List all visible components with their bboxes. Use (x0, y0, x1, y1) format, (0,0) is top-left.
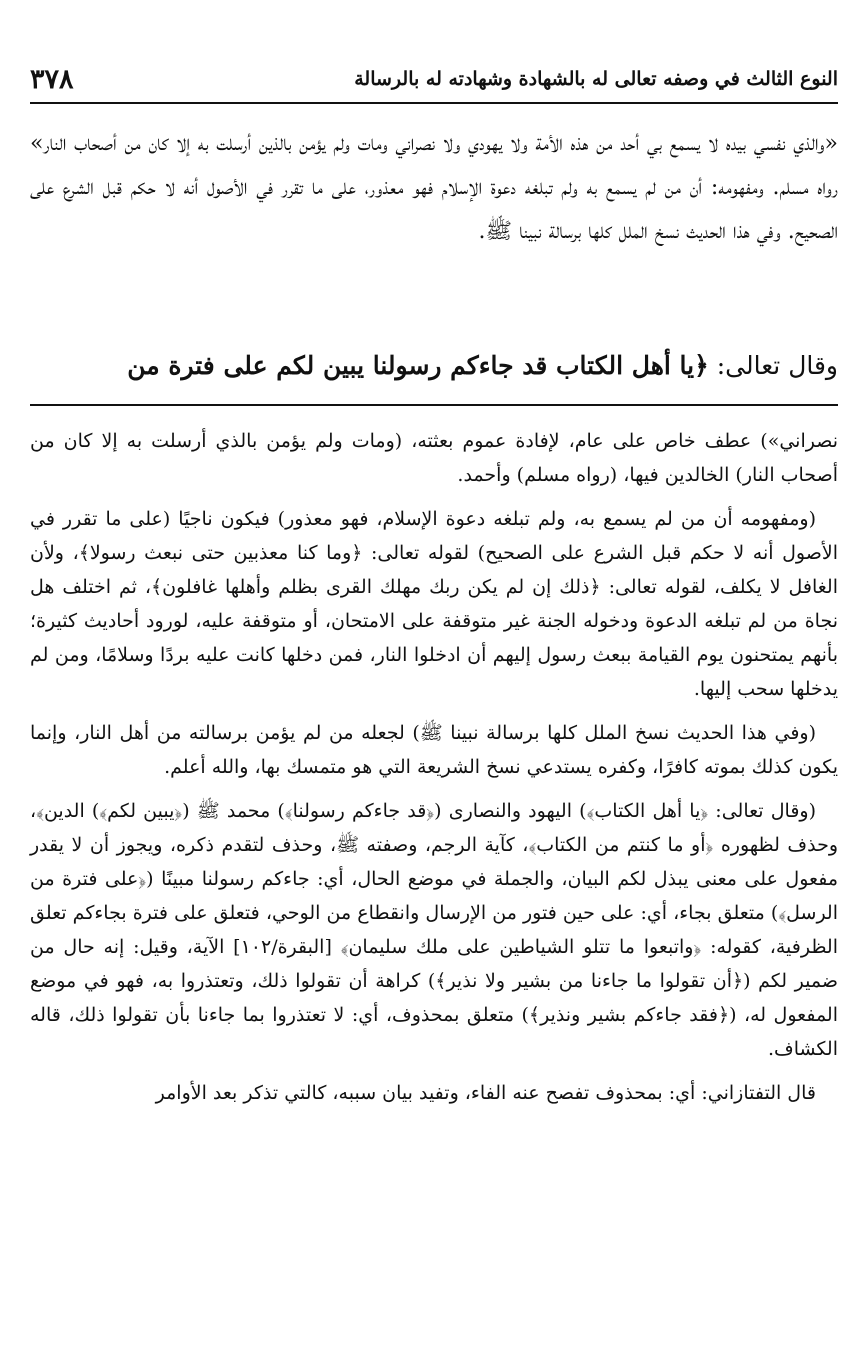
running-title: النوع الثالث في وصفه تعالى له بالشهادة وشهادته له بالرسالة (354, 68, 838, 90)
page-number: ٣٧٨ (30, 63, 74, 95)
hadith-text (30, 122, 838, 254)
commentary-divider (30, 404, 838, 406)
page-header (30, 56, 838, 104)
verse-intro: وقال تعالى: (716, 351, 838, 380)
commentary-paragraph-5: قال التفتازاني: أي: بمحذوف تفصح عنه الفاء، وتفيد بيان سببه، كالتي تذكر بعد الأوامر (155, 1082, 816, 1104)
verse-text: ﴿يا أهل الكتاب قد جاءكم رسولنا يبين لكم على فترة من (127, 351, 709, 380)
hadith-paragraph: «والذي نفسي بيده لا يسمع بي أحد من هذه الأمة ولا يهودي ولا نصراني ومات ولم يؤمن بالذين أرسلت به إلا كان من أصحاب النار» رواه مسلم. ومفهومه: أن من لم يسمع به ولم تبلغه دعوة الإسلام فهو معذور، على ما تقرر في الأصول أنه لا حكم قبل الشرع على الصحيح. وفي هذا الحديث نسخ الملل كلها برسالة نبينا ﷺ. (30, 131, 838, 244)
commentary-paragraph-2: (ومفهومه أن من لم يسمع به، ولم تبلغه دعوة الإسلام، فهو معذور) فيكون ناجيًا (على ما تقرر في الأصول أنه لا حكم قبل الشرع على الصحيح) لقوله تعالى: ﴿وما كنا معذبين حتى نبعث رسولا﴾، ولأن الغافل لا يكلف، لقوله تعالى: ﴿ذلك إن لم يكن ربك مهلك القرى بظلم وأهلها غافلون﴾، ثم اختلف هل نجاة من لم تبلغه الدعوة ودخوله الجنة غير متوقفة على الامتحان، أو متوقفة عليه، لورود أحاديث كثيرة؛ بأنهم يمتحنون يوم القيامة ببعث رسول إليهم أن ادخلوا النار، فمن دخلها كانت عليه بردًا وسلامًا، ومن لم يدخلها سحب إليها. (30, 508, 838, 700)
commentary (30, 424, 838, 1110)
verse-line (30, 344, 838, 388)
commentary-paragraph-3: (وفي هذا الحديث نسخ الملل كلها برسالة نبينا ﷺ) لجعله من لم يؤمن برسالته من أهل النار، وإنما يكون كذلك بموته كافرًا، وكفره يستدعي نسخ الشريعة التي هو متمسك بها، والله أعلم. (30, 722, 838, 778)
commentary-paragraph-1: نصراني») عطف خاص على عام، لإفادة عموم بعثته، (ومات ولم يؤمن بالذي أرسلت به إلا كان من أصحاب النار) الخالدين فيها، (رواه مسلم) وأحمد. (30, 430, 838, 486)
commentary-paragraph-4: (وقال تعالى: ﴿يا أهل الكتاب﴾) اليهود والنصارى (﴿قد جاءكم رسولنا﴾) محمد ﷺ (﴿يبين لكم﴾) الدين﴾، وحذف لظهوره ﴿أو ما كنتم من الكتاب﴾، كآية الرجم، وصفته ﷺ، وحذف لتقدم ذكره، ويجوز أن لا يقدر مفعول على معنى يبذل لكم البيان، والجملة في موضع الحال، أي: جاءكم رسولنا مبينًا (﴿على فترة من الرسل﴾) متعلق بجاء، أي: على حين فتور من الإرسال وانقطاع من الوحي، فتعلق على فترة بجاءكم تعلق الظرفية، كقوله: ﴿واتبعوا ما تتلو الشياطين على ملك سليمان﴾ [البقرة/١٠٢] الآية، وقيل: إنه حال من ضمير لكم (﴿أن تقولوا ما جاءنا من بشير ولا نذير﴾) كراهة أن تقولوا ذلك، وتعتذروا به، فهو في موضع المفعول له، (﴿فقد جاءكم بشير ونذير﴾) متعلق بمحذوف، أي: لا تعتذروا بما جاءنا بأن تقولوا ذلك، قاله الكشاف. (30, 800, 838, 1060)
